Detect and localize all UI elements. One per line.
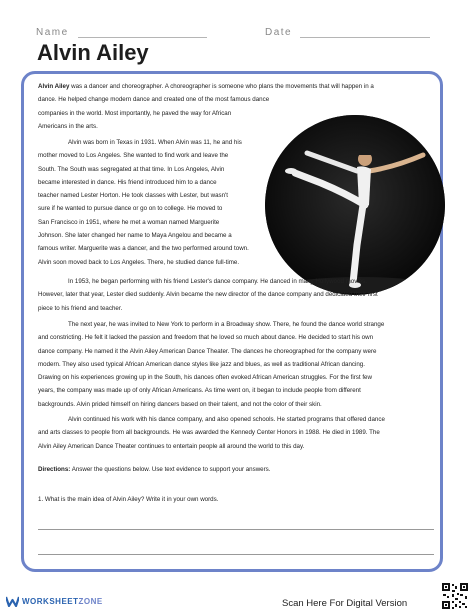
paragraph-line: Johnson. She later changed her name to Maya Angelou and became a <box>38 232 232 240</box>
paragraph-line: Drawing on his experiences growing up in the South, his dances often evoked African American struggles. For the first few <box>38 374 372 382</box>
paragraph-line: South. The South was segregated at that time. In Los Angeles, Alvin <box>38 165 225 173</box>
paragraph-line: Alvin soon moved back to Los Angeles. There, he studied dance full-time. <box>38 258 240 266</box>
scan-text: Scan Here For Digital Version <box>282 598 408 609</box>
paragraph-line: years, the company was made up of only African Americans. As time went on, it began to include people from different <box>38 387 361 395</box>
paragraph-line: Alvin was born in Texas in 1931. When Alvin was 11, he and his <box>68 139 242 146</box>
directions-label: Directions: <box>38 466 71 473</box>
qr-code-icon[interactable] <box>441 582 469 610</box>
directions-text: Answer the questions below. Use text evidence to support your answers. <box>70 466 271 473</box>
paragraph-line: Alvin Ailey American Dance Theater continues to entertain people all around the world to this day. <box>38 442 305 450</box>
paragraph-line: and arts classes to people from all backgrounds. He was awarded the Kennedy Center Honors in 1988. He died in 1989. The <box>38 429 380 437</box>
paragraph-line: dance company. He named it the Alvin Ailey American Dance Theater. The dances he choreographed for the company were <box>38 347 377 355</box>
paragraph-line: became interested in dance. His friend introduced him to a dance <box>38 178 217 186</box>
paragraph-line: famous writer. Marguerite was a dancer, and the two performed around town. <box>38 245 249 253</box>
paragraph-line: backgrounds. Alvin prided himself on hiring dancers based on their talent, and not the color of their skin. <box>38 400 322 408</box>
paragraph-line: In 1953, he began performing with his friend Lester's dance company. He danced in many Hollywood movies. <box>68 278 367 285</box>
paragraph-2 <box>38 136 438 269</box>
paragraph-3 <box>38 275 438 315</box>
paragraph-line: However, later that year, Lester died suddenly. Alvin became the new director of the dance company and dedicated their first <box>38 291 378 299</box>
answer-line-1[interactable] <box>38 529 434 530</box>
paragraph-1 <box>38 80 438 133</box>
intro-line: Americans in the arts. <box>38 122 98 130</box>
name-label: Name <box>36 27 69 38</box>
footer <box>0 581 474 613</box>
brand-name <box>22 597 103 606</box>
paragraph-line: piece to his friend and teacher. <box>38 304 123 312</box>
brand-part1: WORKSHEET <box>22 597 79 606</box>
paragraph-line: The next year, he was invited to New York to perform in a Broadway show. There, he found the dance world strange <box>68 321 385 328</box>
paragraph-4 <box>38 318 438 411</box>
answer-line-2[interactable] <box>38 554 434 555</box>
intro-name: Alvin Ailey <box>38 83 70 90</box>
paragraph-line: teacher named Lester Horton. He took classes with Lester, but wasn't <box>38 192 228 200</box>
paragraph-line: sure if he wanted to pursue dance or go on to college. He moved to <box>38 205 223 213</box>
paragraph-5 <box>38 413 438 453</box>
paragraph-line: Alvin continued his work with his dance company, and also opened schools. He started programs that offered dance <box>68 416 385 423</box>
paragraph-line: San Francisco in 1951, where he met a woman named Marguerite <box>38 218 220 226</box>
directions <box>38 463 438 476</box>
name-line[interactable] <box>78 37 207 38</box>
intro-line: dance. He helped change modern dance and created one of the most famous dance <box>38 96 270 104</box>
question-1 <box>38 493 438 506</box>
page-title: Alvin Ailey <box>37 40 149 65</box>
worksheetzone-logo <box>6 596 103 607</box>
paragraph-line: and constricting. He felt it lacked the passion and freedom that he loved so much about dance. He decided to start his own <box>38 334 374 342</box>
w-logo-icon <box>6 596 19 607</box>
intro-line: companies in the world. Most importantly, he paved the way for African <box>38 109 232 117</box>
date-label: Date <box>265 27 293 38</box>
intro-line: was a dancer and choreographer. A choreographer is someone who plans the movements that will happen in a <box>69 83 374 90</box>
paragraph-line: modern. They also used typical African American dance styles like jazz and blues, as well as traditional African dancing. <box>38 360 365 368</box>
question-1-text: 1. What is the main idea of Alvin Ailey? Write it in your own words. <box>38 496 219 503</box>
date-line[interactable] <box>300 37 430 38</box>
paragraph-line: mother moved to Los Angeles. She wanted to find work and leave the <box>38 152 229 160</box>
brand-part2: ZONE <box>78 597 103 606</box>
